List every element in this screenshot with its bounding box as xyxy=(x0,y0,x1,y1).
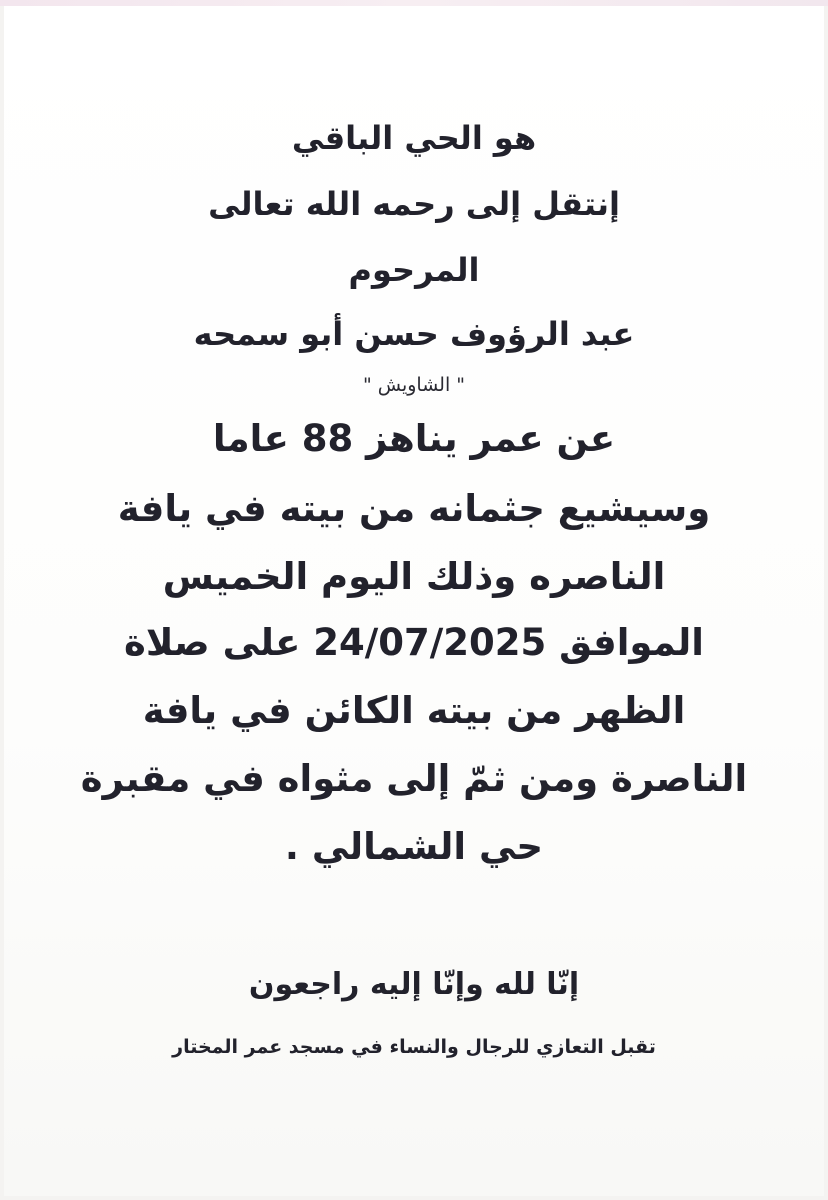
passing-announcement: إنتقل إلى رحمه الله تعالى xyxy=(208,185,620,223)
deceased-name: عبد الرؤوف حسن أبو سمحه xyxy=(193,315,635,353)
deceased-title: المرحوم xyxy=(348,251,480,289)
age-line: عن عمر يناهز 88 عاما xyxy=(212,417,616,460)
funeral-line-1: وسيشيع جثمانه من بيته في يافة xyxy=(117,487,711,530)
cemetery-line: حي الشمالي . xyxy=(284,825,544,868)
deceased-nickname: " الشاويش " xyxy=(362,374,466,396)
condolences-line: تقبل التعازي للرجال والنساء في مسجد عمر المختار xyxy=(172,1036,656,1058)
funeral-line-2: الناصره وذلك اليوم الخميس xyxy=(162,555,666,598)
funeral-date-line: الموافق 24/07/2025 على صلاة xyxy=(124,621,704,664)
opening-phrase: هو الحي الباقي xyxy=(291,119,537,157)
funeral-line-4: الظهر من بيته الكائن في يافة xyxy=(142,689,686,732)
funeral-line-5: الناصرة ومن ثمّ إلى مثواه في مقبرة xyxy=(80,757,748,800)
quran-verse: إنّا لله وإنّا إليه راجعون xyxy=(248,967,580,1002)
